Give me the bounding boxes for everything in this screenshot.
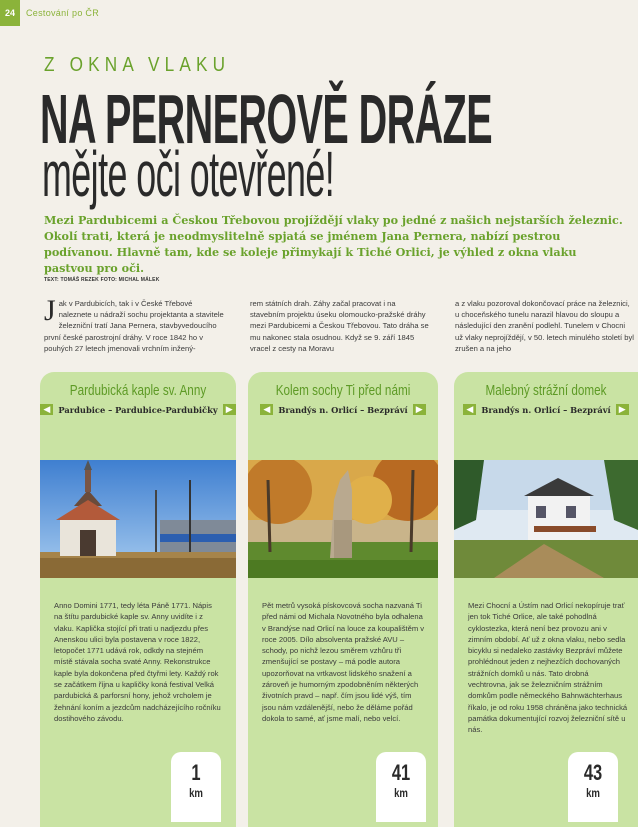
arrow-left-icon: ◀ [260, 404, 273, 415]
card-statue [248, 372, 438, 827]
arrow-right-icon: ▶ [616, 404, 629, 415]
card-text: Mezi Chocní a Ústím nad Orlicí nekopíruje trať jen tok Tiché Orlice, ale také pohodlná cyklostezka, která není bez provozu ani v zimním období. Ať už z okna vlaku, nebo sedla bicyklu si nedaleko zastávky Bezpráví můžete prohlédnout jeden z nejhezčích dochovaných strážních domků u nás. Tato drobná vechtrovna, jak se železničním strážním domkům podle německého Bahnwächterhaus říkalo, je od roku 1958 chráněna jako technická památka dokumentující rozvoj železniční sítě u nás. [468, 601, 628, 735]
body-column-2: rem státních drah. Záhy začal pracovat i na stavebním projektu úseku olomoucko-pražské dráhy mezi Pardubicemi a Českou Třebovou. Tato dráha se mu nakonec stala osudnou. Když se 9. září 1845 vracel z cesty na Moravu [250, 299, 429, 353]
card-text: Pět metrů vysoká pískovcová socha nazvaná Ti před námi od Michala Novotného byla odhalena v Brandýse nad Orlicí na louce za koupalištěm v roce 2005. Dílo absolventa pražské AVU – schody, po nichž lezou směrem vzhůru tři zmenšující se postavy – má podle autora upozorňovat na vrtkavost lidského snažení a zároveň je humorným zpodobněním některých životních pravd – např. čím jsou lidé výš, tím jsou nám vzdálenější, nebo že děláme pořád dokola to samé, ať jsme malí, nebo velcí. [262, 601, 425, 723]
guardhouse-photo [454, 460, 638, 578]
route [248, 404, 438, 415]
km-number: 41 [391, 760, 411, 785]
section-label: Cestování po ČR [26, 8, 100, 18]
km-badge [376, 752, 426, 822]
page-number: 24 [0, 0, 20, 26]
card-title: Malebný strážní domek [485, 382, 607, 399]
card-guardhouse [454, 372, 638, 827]
route [454, 404, 638, 415]
route-text: Pardubice – Pardubice-Pardubičky [58, 404, 218, 415]
route [40, 404, 236, 415]
route-text: Brandýs n. Orlicí – Bezpráví [278, 404, 408, 415]
card-title: Pardubická kaple sv. Anny [69, 382, 207, 399]
km-unit: km [394, 786, 408, 800]
statue-photo [248, 460, 438, 578]
credits: TEXT: TOMÁŠ REZEK FOTO: MICHAL MÁLEK [44, 277, 160, 283]
km-number: 1 [191, 760, 201, 785]
km-badge [568, 752, 618, 822]
arrow-right-icon: ▶ [413, 404, 426, 415]
km-unit: km [586, 786, 600, 800]
lead-paragraph: Mezi Pardubicemi a Českou Třebovou projíždějí vlaky po jedné z našich nejstarších železnic. Okolí trati, která je neodmyslitelně spjatá se jménem Jana Pernera, nabízí pestrou podívanou. Hlavně tam, kde se koleje přimykají k Tiché Orlici, je výhled z okna vlaku pastvou pro oči. [44, 213, 623, 275]
arrow-left-icon: ◀ [40, 404, 53, 415]
card-text: Anno Domini 1771, tedy léta Páně 1771. Nápis na štítu pardubické kaple sv. Anny uvidíte i z vlaku. Kaplička stojící při trati u nadjezdu přes Anenskou ulici byla postavena v roce 1822, letopočet 1771 udává rok, odkdy na stejném místě stávala socha svaté Anny. Rekonstrukce kaple byla dokončena před čtyřmi lety. Každý rok se začátkem října u kapličky koná festival Velká pardubická & parforsní hony, jehož vrcholem je žehnání koním a jezdcům nadcházejícího ročníku dostihového závodu. [54, 601, 221, 723]
chapel-photo [40, 460, 236, 578]
km-unit: km [189, 786, 203, 800]
km-badge [171, 752, 221, 822]
card-chapel [40, 372, 236, 827]
km-number: 43 [583, 760, 603, 785]
arrow-left-icon: ◀ [463, 404, 476, 415]
card-title: Kolem sochy Ti před námi [275, 382, 411, 399]
route-text: Brandýs n. Orlicí – Bezpráví [481, 404, 611, 415]
headline: NA PERNEROVĚ DRÁZE [40, 80, 493, 158]
body-column-1 [44, 294, 224, 354]
body-column-3: a z vlaku pozoroval dokončovací práce na železnici, u choceňského tunelu narazil hlavou do sloupu a následující den zranění podlehl. Tunelem v Chocni už vlaky neprojíždějí, v 50. letech minulého století byl zrušen a na jeho [455, 299, 634, 353]
headline-sub: mějte oči otevřené! [42, 138, 335, 210]
kicker: Z OKNA VLAKU [44, 54, 231, 76]
arrow-right-icon: ▶ [223, 404, 236, 415]
drop-cap: J [44, 294, 56, 327]
body-text-1: ak v Pardubicích, tak i v České Třebové naleznete u nádraží sochu projektanta a stavitele železniční tratí Jana Pernera, stavbyvedoucího první české parostrojní dráhy. V roce 1842 ho v pouhých 27 letech jmenovali vrchním inžený- [44, 299, 224, 353]
